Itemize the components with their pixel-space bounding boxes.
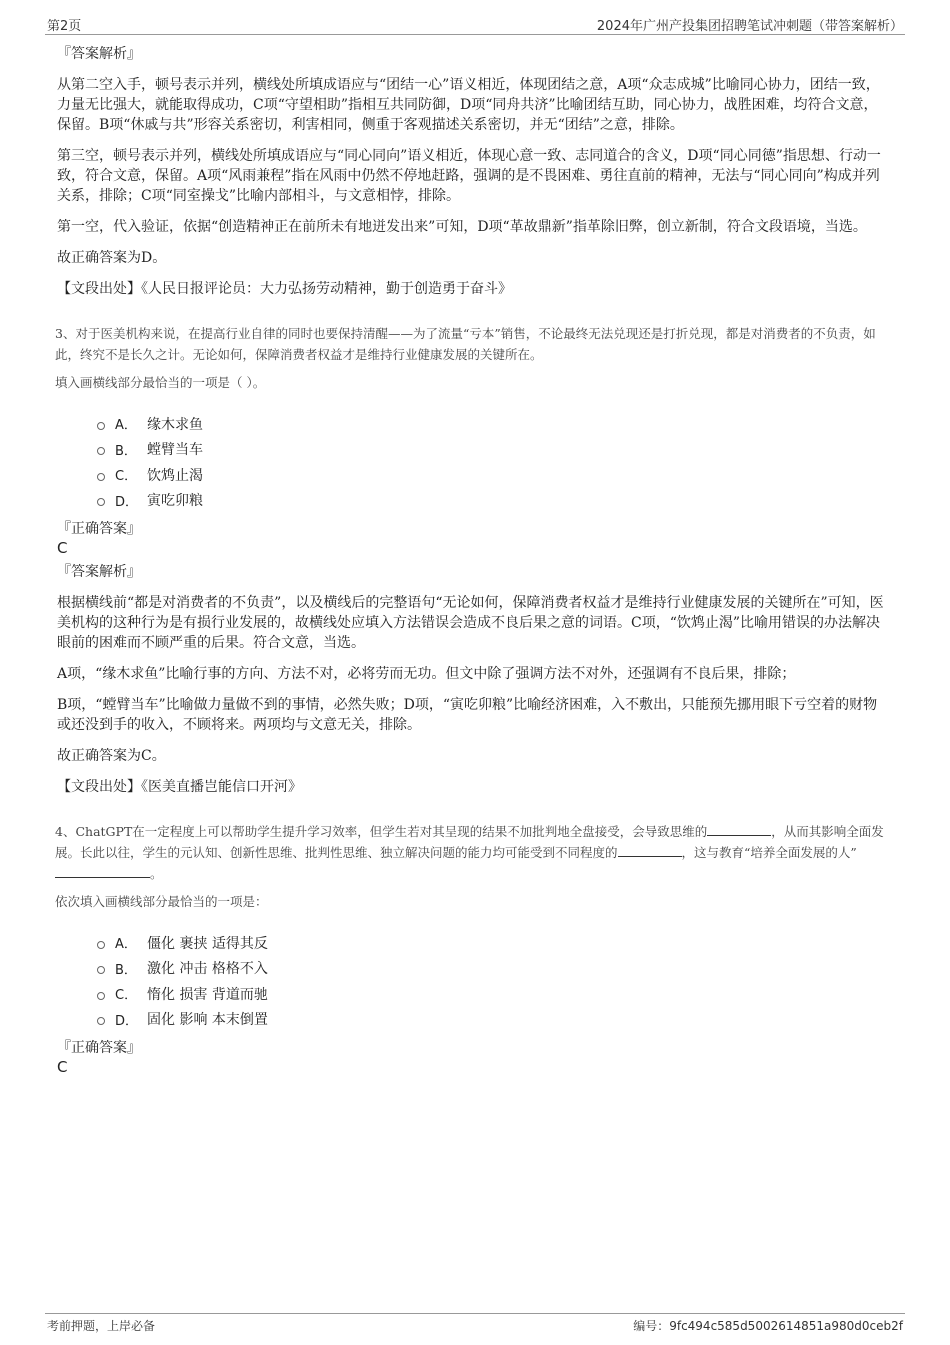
option-text: 僵化 裹挟 适得其反 [147, 935, 268, 952]
radio-icon[interactable] [97, 992, 105, 1000]
q3-options [97, 411, 891, 513]
q2-analysis-paragraph: 第一空，代入验证，依据“创造精神正在前所未有地迸发出来”可知，D项“革故鼎新”指革除旧弊，创立新制，符合文段语境，当选。 [57, 219, 867, 235]
q4-option-b[interactable] [97, 956, 891, 982]
q3-option-a[interactable] [97, 411, 891, 437]
fill-blank [707, 823, 771, 836]
q3-analysis-paragraph: B项，“螳臂当车”比喻做力量做不到的事情，必然失败；D项，“寅吃卯粮”比喻经济困难，入不敷出，只能预先挪用眼下亏空着的财物或还没到手的收入，不顾将来。两项均与文意无关，排除。 [57, 697, 878, 733]
q3-analysis-paragraph: A项，“缘木求鱼”比喻行事的方向、方法不对，必将劳而无功。但文中除了强调方法不对外，还强调有不良后果，排除； [57, 666, 796, 682]
radio-icon[interactable] [97, 447, 105, 455]
fill-blank [618, 844, 682, 857]
q4-option-d[interactable] [97, 1007, 891, 1033]
q4-stem-part: 4、ChatGPT在一定程度上可以帮助学生提升学习效率，但学生若对其呈现的结果不加批判地全盘接受，会导致思维的 [55, 824, 708, 839]
q4-correct-label: 『正确答案』 [57, 1040, 141, 1056]
q3-analysis-paragraph: 根据横线前“都是对消费者的不负责”，以及横线后的完整语句“无论如何，保障消费者权益才是维持行业健康发展的关键所在”可知，医美机构的这种行为是有损行业发展的，故横线处应填入方法错误会造成不良后果之意的词语。C项，“饮鸩止渴”比喻用错误的办法解决眼前的困难而不顾严重的后果。符合文意，当选。 [57, 595, 884, 651]
page-number: 第2页 [47, 19, 82, 34]
fill-blank [55, 865, 150, 878]
q3-option-b[interactable] [97, 437, 891, 463]
option-text: 激化 冲击 格格不入 [147, 961, 268, 978]
q3-correct-answer: C [57, 539, 68, 557]
q3-prompt: 填入画横线部分最恰当的一项是（ ）。 [55, 375, 266, 390]
option-text: 螳臂当车 [147, 442, 203, 459]
q2-analysis-label: 『答案解析』 [57, 46, 141, 62]
option-text: 饮鸩止渴 [147, 467, 203, 484]
option-key: C． [115, 469, 138, 485]
q3-stem: 3、对于医美机构来说，在提高行业自律的同时也要保持清醒——为了流量“亏本”销售，不论最终无法兑现还是打折兑现，都是对消费者的不负责，如此，终究不是长久之计。无论如何，保障消费者权益才是维持行业健康发展的关键所在。 [55, 326, 876, 362]
q2-conclusion: 故正确答案为D。 [57, 250, 167, 266]
q4-option-a[interactable] [97, 930, 891, 956]
q4-correct-answer: C [57, 1058, 68, 1076]
option-text: 缘木求鱼 [147, 416, 203, 433]
q3-option-c[interactable] [97, 462, 891, 488]
option-key: D． [115, 494, 139, 510]
option-text: 寅吃卯粮 [147, 493, 203, 510]
q2-analysis-paragraph: 从第二空入手，顿号表示并列，横线处所填成语应与“团结一心”语义相近，体现团结之意，A项“众志成城”比喻同心协力，团结一致，力量无比强大，就能取得成功，C项“守望相助”指相互共同防御，D项“同舟共济”比喻团结互助，同心协力，战胜困难，均符合文意，保留。B项“休戚与共”形容关系密切，利害相同，侧重于客观描述关系密切，并无“团结”之意，排除。 [57, 77, 880, 133]
option-key: C． [115, 988, 138, 1004]
option-key: B． [115, 443, 137, 459]
radio-icon[interactable] [97, 473, 105, 481]
q2-analysis-paragraph: 第三空，顿号表示并列，横线处所填成语应与“同心同向”语义相近，体现心意一致、志同道合的含义，D项“同心同德”指思想、行动一致，符合文意，保留。A项“风雨兼程”指在风雨中仍然不停地赶路，强调的是不畏困难、勇往直前的精神，无法与“同心同向”构成并列关系，排除；C项“同室操戈”比喻内部相斗，与文意相悖，排除。 [57, 148, 881, 204]
q4-stem-part: ，这与教育“培养全面发展的人” [681, 845, 857, 860]
option-key: A． [115, 937, 137, 953]
footer-slogan: 考前押题，上岸必备 [47, 1319, 156, 1333]
radio-icon[interactable] [97, 941, 105, 949]
page-content [57, 44, 891, 1081]
option-key: D． [115, 1013, 139, 1029]
page-header [45, 14, 905, 35]
option-text: 固化 影响 本末倒置 [147, 1012, 268, 1029]
q3-conclusion: 故正确答案为C。 [57, 748, 166, 764]
q2-source: 【文段出处】《人民日报评论员：大力弘扬劳动精神，勤于创造勇于奋斗》 [57, 281, 512, 297]
q3-source: 【文段出处】《医美直播岂能信口开河》 [57, 779, 302, 795]
radio-icon[interactable] [97, 498, 105, 506]
q3-analysis-label: 『答案解析』 [57, 564, 141, 580]
page-footer [45, 1313, 905, 1334]
radio-icon[interactable] [97, 1017, 105, 1025]
q3-correct-label: 『正确答案』 [57, 521, 141, 537]
option-key: A． [115, 418, 137, 434]
q4-option-c[interactable] [97, 981, 891, 1007]
q3-option-d[interactable] [97, 488, 891, 514]
q4-stem [55, 821, 891, 884]
option-text: 惰化 损害 背道而驰 [147, 986, 268, 1003]
radio-icon[interactable] [97, 422, 105, 430]
q4-stem-part: 。 [150, 866, 163, 881]
q4-stem-part: ，从而其影响全面发展。长此以往，学生的元认知、创新性思维、批判性思维、独立解决问题的能力均可能受到不同程度的 [55, 824, 884, 860]
radio-icon[interactable] [97, 966, 105, 974]
document-title: 2024年广州产投集团招聘笔试冲刺题（带答案解析） [596, 19, 903, 34]
q4-prompt: 依次填入画横线部分最恰当的一项是： [55, 894, 268, 909]
document-code: 编号：9fc494c585d5002614851a980d0ceb2f [633, 1319, 903, 1333]
option-key: B． [115, 962, 137, 978]
q4-options [97, 930, 891, 1032]
